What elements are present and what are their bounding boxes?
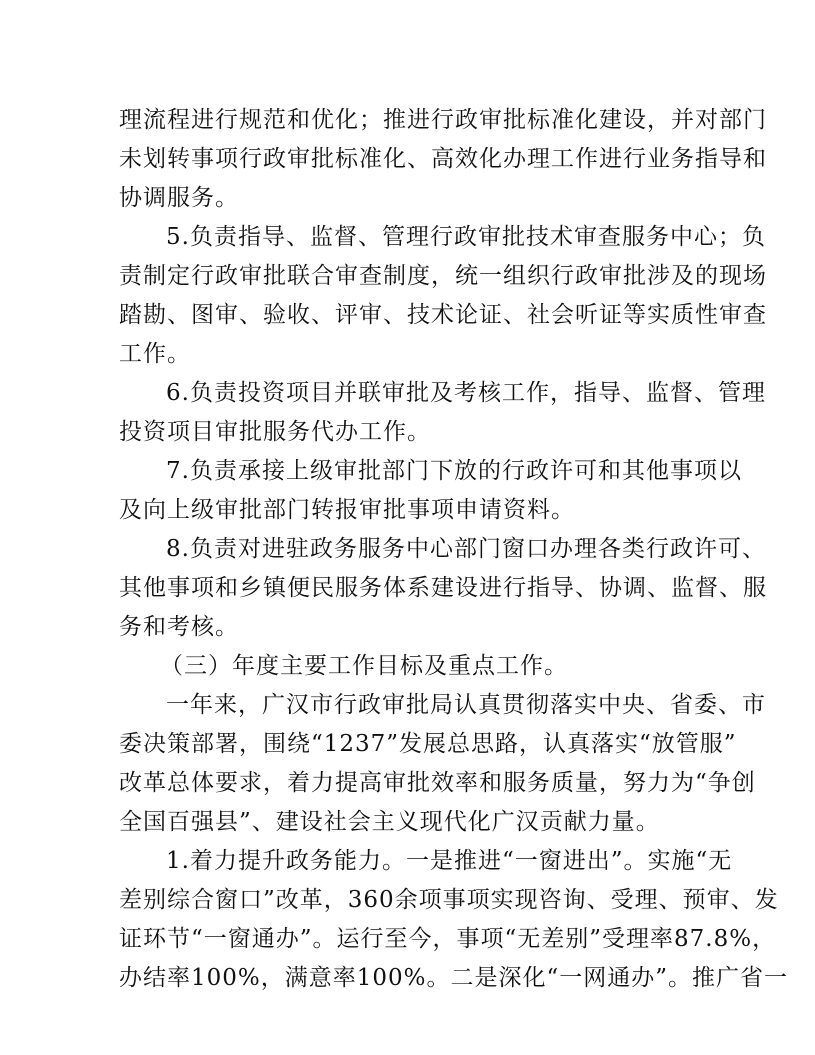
paragraph-5-first-line: 5.负责指导、监督、管理行政审批技术审查服务中心；负 [166,224,766,250]
summary-paragraph-first-line: 一年来，广汉市行政审批局认真贯彻落实中央、省委、市 [166,692,766,718]
text-line: 协调服务。 [119,185,239,211]
text-line: 投资项目审批服务代办工作。 [119,419,431,445]
text-line: 办结率100%，满意率100%。二是深化“一网通办”。推广省一 [119,965,789,991]
text-line: 未划转事项行政审批标准化、高效化办理工作进行业务指导和 [119,146,767,172]
text-line: 改革总体要求，着力提高审批效率和服务质量，努力为“争创 [119,770,756,796]
text-line: 证环节“一窗通办”。运行至今，事项“无差别”受理率87.8%， [119,926,777,952]
text-line: 差别综合窗口”改革，360余项事项实现咨询、受理、预审、发 [119,887,779,913]
document-body [119,101,789,998]
text-line: 工作。 [119,341,191,367]
text-line: 责制定行政审批联合审查制度，统一组织行政审批涉及的现场 [119,263,767,289]
paragraph-6-first-line: 6.负责投资项目并联审批及考核工作，指导、监督、管理 [166,380,766,406]
paragraph-7-first-line: 7.负责承接上级审批部门下放的行政许可和其他事项以 [166,458,742,484]
work-item-1-first-line: 1.着力提升政务能力。一是推进“一窗进出”。实施“无 [166,848,733,874]
text-line: 其他事项和乡镇便民服务体系建设进行指导、协调、监督、服 [119,575,767,601]
text-line: 理流程进行规范和优化；推进行政审批标准化建设，并对部门 [119,107,767,133]
section-heading: （三）年度主要工作目标及重点工作。 [160,653,568,679]
text-line: 务和考核。 [119,614,239,640]
text-line: 全国百强县”、建设社会主义现代化广汉贡献力量。 [119,809,660,835]
paragraph-8-first-line: 8.负责对进驻政务服务中心部门窗口办理各类行政许可、 [166,536,766,562]
text-line: 踏勘、图审、验收、评审、技术论证、社会听证等实质性审查 [119,302,767,328]
text-line: 委决策部署，围绕“1237”发展总思路，认真落实“放管服” [119,731,737,757]
text-line: 及向上级审批部门转报审批事项申请资料。 [119,497,575,523]
